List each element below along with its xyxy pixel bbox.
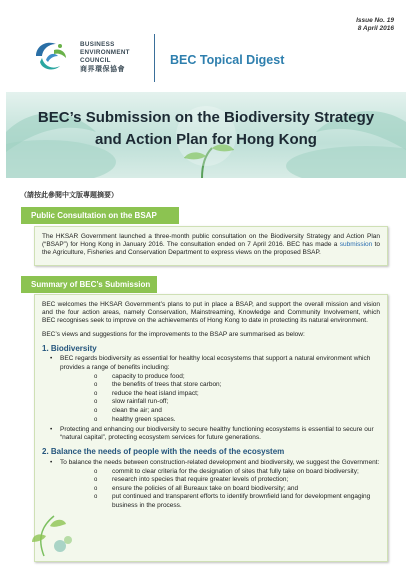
summary-intro: BEC welcomes the HKSAR Government’s plans to put in place a BSAP, and support the overall mission and vision and the four action areas, namely Conservation, Mainstreaming, Knowledge and Community Involvement, which BEC recognises seek to improve on the achievements of Hong Kong to date in protecting its natural environment. (42, 301, 380, 325)
bullet-biodiversity-benefits: • BEC regards biodiversity as essential for healthy local ecosystems that support a natural environment which provides a range of benefits including: (42, 355, 380, 371)
suggestions-list (94, 468, 380, 511)
list-item: o slow rainfall run-off; (94, 398, 380, 407)
list-item: o the benefits of trees that store carbon; (94, 381, 380, 390)
list-item: o put continued and transparent efforts to identify brownfield land for development engaging business in the process. (94, 493, 380, 510)
butterfly-decoration-icon (24, 496, 84, 566)
list-item: o ensure the policies of all Bureaux take on board biodiversity; and (94, 485, 380, 494)
summary-views: BEC’s views and suggestions for the improvements to the BSAP are summarised as below: (42, 331, 305, 339)
banner-title-line-2: and Action Plan for Hong Kong (95, 131, 317, 148)
list-item: o clean the air; and (94, 407, 380, 416)
org-name (80, 41, 130, 74)
bec-logo-icon (30, 36, 72, 78)
issue-number: Issue No. 19 (356, 17, 394, 24)
list-item: o healthy green spaces. (94, 416, 380, 425)
section-tab-summary: Summary of BEC’s Submission (21, 276, 157, 293)
org-line-1: BUSINESS (80, 41, 115, 48)
heading-balance-needs: 2. Balance the needs of people with the needs of the ecosystem (42, 447, 285, 457)
digest-title: BEC Topical Digest (170, 53, 285, 67)
org-name-chinese: 商界環保協會 (80, 65, 125, 73)
heading-biodiversity: 1. Biodiversity (42, 344, 97, 354)
header-divider (154, 34, 155, 82)
list-item: o reduce the heat island impact; (94, 390, 380, 399)
consultation-text-end: to the Agriculture, Fisheries and Conservation Department to express views on the proposed BSAP. (42, 241, 380, 257)
title-banner (6, 92, 406, 178)
list-item: o commit to clear criteria for the designation of sites that fully take on board biodiversity; (94, 468, 380, 477)
banner-title-line-1: BEC’s Submission on the Biodiversity Strategy (37, 109, 375, 126)
public-consultation-box (34, 226, 388, 266)
bullet-balance: • To balance the needs between construction-related development and biodiversity, we suggest the Government: (42, 459, 380, 467)
org-line-2: ENVIRONMENT (80, 49, 130, 57)
chinese-version-link[interactable]: （請按此參閱中文版專題摘要） (20, 192, 118, 199)
digest-header (0, 0, 412, 88)
consultation-text: The HKSAR Government launched a three-month public consultation on the Biodiversity Strategy and Action Plan (“BSAP”) for Hong Kong in January 2016. The consultation ended on 7 April 2016. BEC has made a (42, 233, 380, 249)
section-tab-public-consultation: Public Consultation on the BSAP (21, 207, 179, 224)
bullet-natural-capital: • Protecting and enhancing our biodiversity to secure healthy functioning ecosystems is essential to secure our “natural capital”, protecting ecosystem services for future generations. (42, 426, 380, 442)
benefits-list (94, 373, 380, 425)
list-item: o capacity to produce food; (94, 373, 380, 382)
submission-link[interactable]: submission (339, 241, 373, 249)
list-item: o research into species that require greater levels of protection; (94, 476, 380, 485)
issue-info (356, 17, 394, 33)
banner-title (6, 107, 406, 151)
summary-box (34, 294, 388, 562)
issue-date: 8 April 2016 (357, 25, 394, 32)
org-line-3: COUNCIL (80, 57, 111, 65)
